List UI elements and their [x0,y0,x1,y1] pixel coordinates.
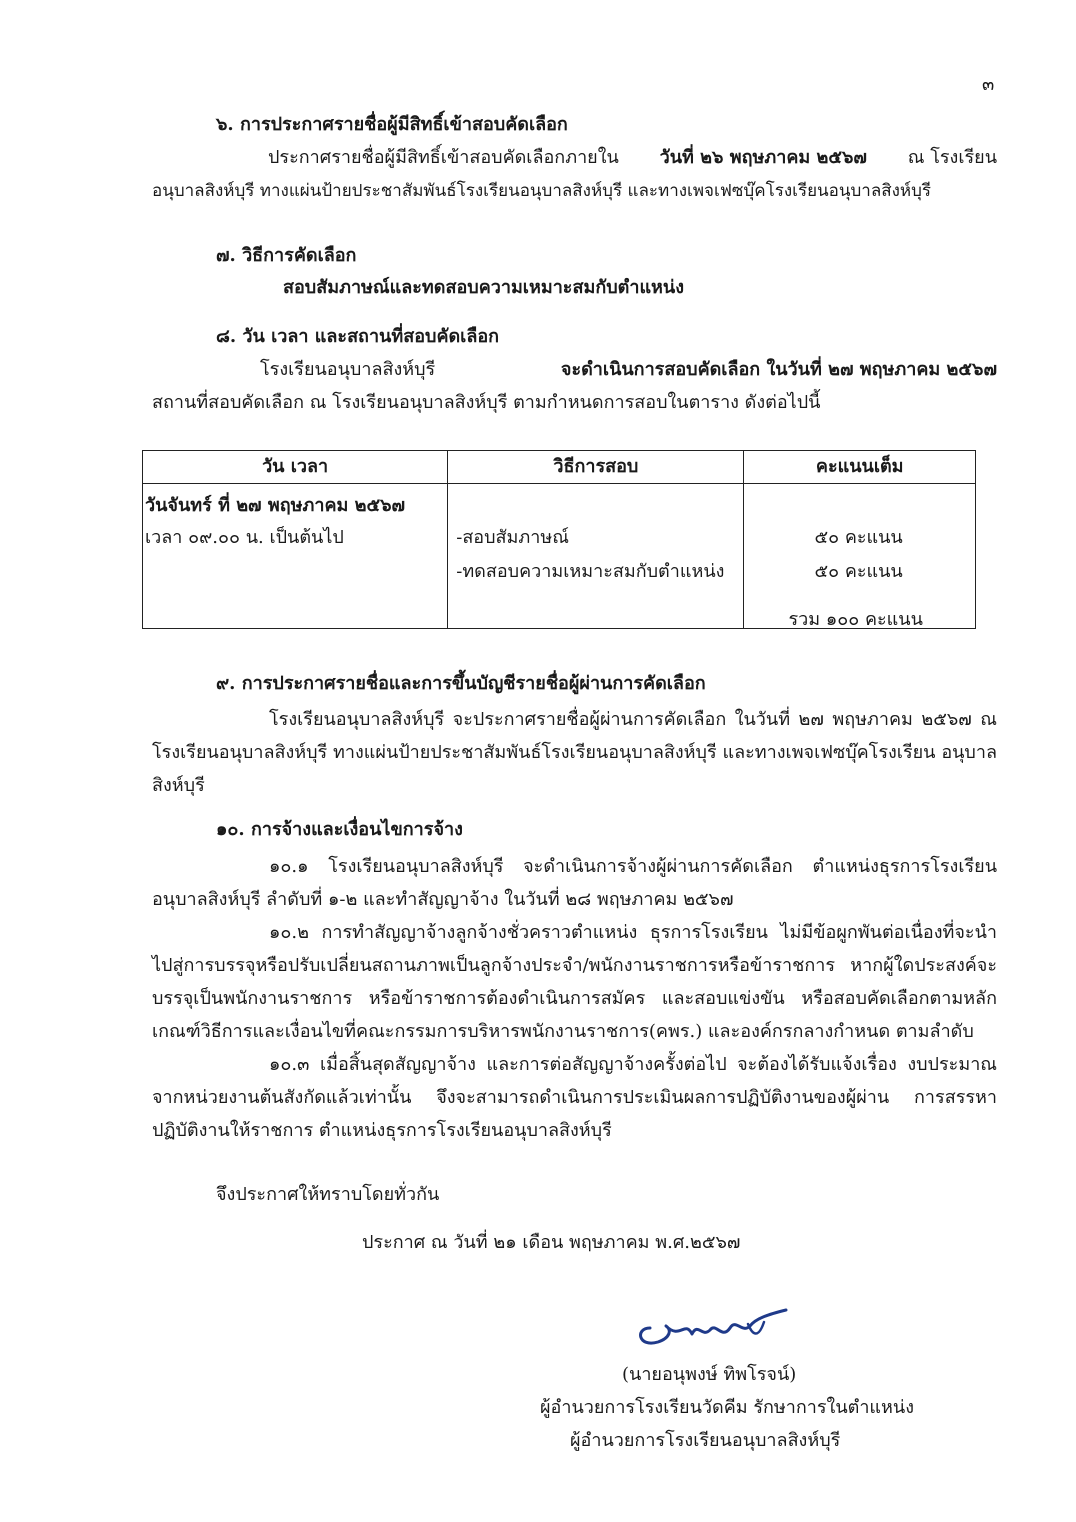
section-8-line1-a: โรงเรียนอนุบาลสิงห์บุรี [260,359,436,380]
section-8-line1 [260,357,997,383]
section-9-text: โรงเรียนอนุบาลสิงห์บุรี จะประกาศรายชื่อผู้ผ่านการคัดเลือก ในวันที่ ๒๗ พฤษภาคม ๒๕๖๗ ณ โรงเรียนอนุบาลสิงห์บุรี ทางแผ่นป้ายประชาสัมพันธ์โรงเรียนอนุบาลสิงห์บุรี และทางเพจเฟซบุ๊คโรงเรียน อนุบาลสิงห์บุรี [152,709,997,796]
section-7-heading: ๗. วิธีการคัดเลือก [216,245,357,266]
signatory-name: (นายอนุพงษ์ ทิพโรจน์) [622,1364,797,1385]
section-10-3: ๑๐.๓ เมื่อสิ้นสุดสัญญาจ้าง และการต่อสัญญาจ้างครั้งต่อไป จะต้องได้รับแจ้งเรื่อง งบประมาณจากหน่วยงานต้นสังกัดแล้วเท่านั้น จึงจะสามารถดำเนินการประเมินผลการปฏิบัติงานของผู้ผ่าน การสรรหาปฏิบัติงานให้ราชการ ตำแหน่งธุรการโรงเรียนอนุบาลสิงห์บุรี [152,1054,997,1141]
section-8-line2: สถานที่สอบคัดเลือก ณ โรงเรียนอนุบาลสิงห์บุรี ตามกำหนดการสอบในตาราง ดังต่อไปนี้ [152,392,821,413]
section-8-line1-b: จะดำเนินการสอบคัดเลือก ในวันที่ ๒๗ พฤษภาคม ๒๕๖๗ [560,359,997,380]
page-number: ๓ [982,74,995,95]
section-10-2: ๑๐.๒ การทำสัญญาจ้างลูกจ้างชั่วคราวตำแหน่ง ธุรการโรงเรียน ไม่มีข้อผูกพันต่อเนื่องที่จะนำไปสู่การบรรจุหรือปรับเปลี่ยนสถานภาพเป็นลูกจ้างประจำ/พนักงานราชการหรือข้าราชการ หากผู้ใดประสงค์จะบรรจุเป็นพนักงานราชการ หรือข้าราชการต้องดำเนินการสมัคร และสอบแข่งขัน หรือสอบคัดเลือกตามหลักเกณฑ์วิธีการและเงื่อนไขที่คณะกรรมการบริหารพนักงานราชการ(คพร.) และองค์กรกลางกำหนด ตามลำดับ [152,922,997,1042]
section-8-heading: ๘. วัน เวลา และสถานที่สอบคัดเลือก [216,326,500,347]
exam-time: เวลา ๐๙.๐๐ น. เป็นต้นไป [145,527,344,548]
announce-date: ประกาศ ณ วันที่ ๒๑ เดือน พฤษภาคม พ.ศ.๒๕๖๗ [362,1232,741,1253]
header-date-time: วัน เวลา [143,451,448,484]
section-10-1: ๑๐.๑ โรงเรียนอนุบาลสิงห์บุรี จะดำเนินการจ้างผู้ผ่านการคัดเลือก ตำแหน่งธุรการโรงเรียน อนุบาลสิงห์บุรี ลำดับที่ ๑-๒ และทำสัญญาจ้าง ในวันที่ ๒๘ พฤษภาคม ๒๕๖๗ [152,856,997,910]
header-full-score: คะแนนเต็ม [744,451,976,484]
cell-methods [448,484,744,629]
section-6-line2: อนุบาลสิงห์บุรี ทางแผ่นป้ายประชาสัมพันธ์โรงเรียนอนุบาลสิงห์บุรี และทางเพจเฟซบุ๊คโรงเรียนอนุบาลสิงห์บุรี [152,181,932,201]
cell-scores [744,484,976,629]
method-suitability-test: -ทดสอบความเหมาะสมกับตำแหน่ง [456,561,725,582]
section-9-heading: ๙. การประกาศรายชื่อและการขึ้นบัญชีรายชื่อผู้ผ่านการคัดเลือก [216,673,706,694]
signature-image [630,1300,800,1360]
header-method: วิธีการสอบ [448,451,744,484]
method-interview: -สอบสัมภาษณ์ [456,527,569,548]
section-6-date: วันที่ ๒๖ พฤษภาคม ๒๕๖๗ [659,147,867,168]
table-header-row [143,451,976,484]
cell-date-time [143,484,448,629]
exam-date: วันจันทร์ ที่ ๒๗ พฤษภาคม ๒๕๖๗ [145,495,406,516]
section-6-heading: ๖. การประกาศรายชื่อผู้มีสิทธิ์เข้าสอบคัดเลือก [216,114,568,135]
signatory-title-1: ผู้อำนวยการโรงเรียนวัดคีม รักษาการในตำแหน่ง [540,1397,914,1418]
score-interview: ๕๐ คะแนน [814,527,903,548]
closing-statement: จึงประกาศให้ทราบโดยทั่วกัน [216,1184,440,1205]
signatory-title-2: ผู้อำนวยการโรงเรียนอนุบาลสิงห์บุรี [570,1430,841,1451]
section-10-paragraphs [152,850,997,1147]
section-10-heading: ๑๐. การจ้างและเงื่อนไขการจ้าง [216,819,463,840]
table-row [143,484,976,629]
exam-schedule-table [142,450,976,629]
section-6-line1-a: ประกาศรายชื่อผู้มีสิทธิ์เข้าสอบคัดเลือกภายใน [268,147,619,168]
section-6-line1-c: ณ โรงเรียน [907,147,997,168]
section-9-paragraph [152,703,997,802]
section-7-subline: สอบสัมภาษณ์และทดสอบความเหมาะสมกับตำแหน่ง [283,277,685,298]
section-6-line1 [268,145,997,171]
score-total: รวม ๑๐๐ คะแนน [788,609,923,630]
score-suitability: ๕๐ คะแนน [814,561,903,582]
